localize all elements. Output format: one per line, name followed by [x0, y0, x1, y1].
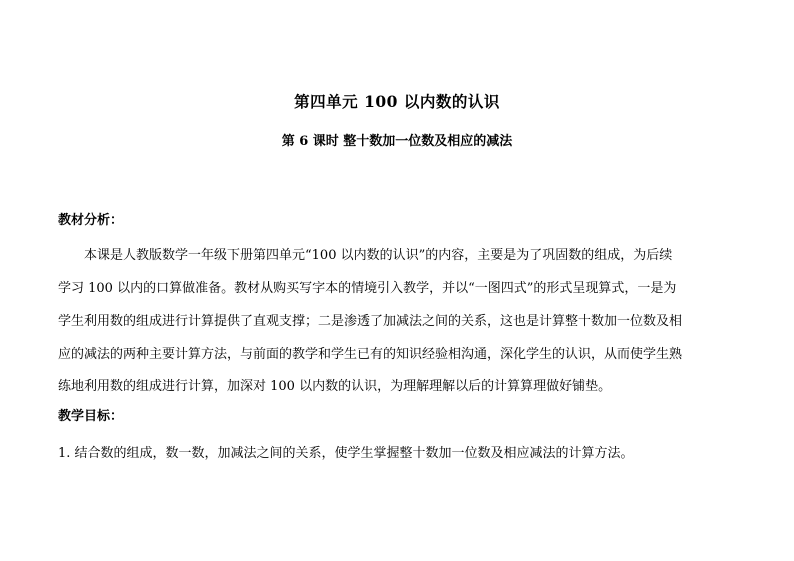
analysis-heading: 教材分析： [58, 213, 124, 228]
goals-heading: 教学目标： [58, 409, 124, 424]
goal-item: 1. 结合数的组成，数一数，加减法之间的关系，使学生掌握整十数加一位数及相应减法的计算方法。 [58, 446, 634, 461]
analysis-line: 练地利用数的组成进行计算，加深对 100 以内数的认识，为理解理解以后的计算算理做好铺垫。 [58, 379, 612, 394]
analysis-line: 应的减法的两种主要计算方法，与前面的教学和学生已有的知识经验相沟通，深化学生的认识，从而使学生熟 [58, 347, 683, 362]
analysis-line: 学习 100 以内的口算做准备。教材从购买写字本的情境引入教学，并以“一图四式”的形式呈现算式，一是为 [58, 281, 677, 296]
analysis-line: 学生利用数的组成进行计算提供了直观支撑；二是渗透了加减法之间的关系，这也是计算整十数加一位数及相 [58, 314, 683, 329]
unit-title: 第四单元 100 以内数的认识 [294, 92, 500, 111]
analysis-line: 本课是人教版数学一年级下册第四单元“100 以内数的认识”的内容，主要是为了巩固数的组成，为后续 [84, 248, 673, 263]
lesson-subtitle: 第 6 课时 整十数加一位数及相应的减法 [281, 134, 513, 149]
